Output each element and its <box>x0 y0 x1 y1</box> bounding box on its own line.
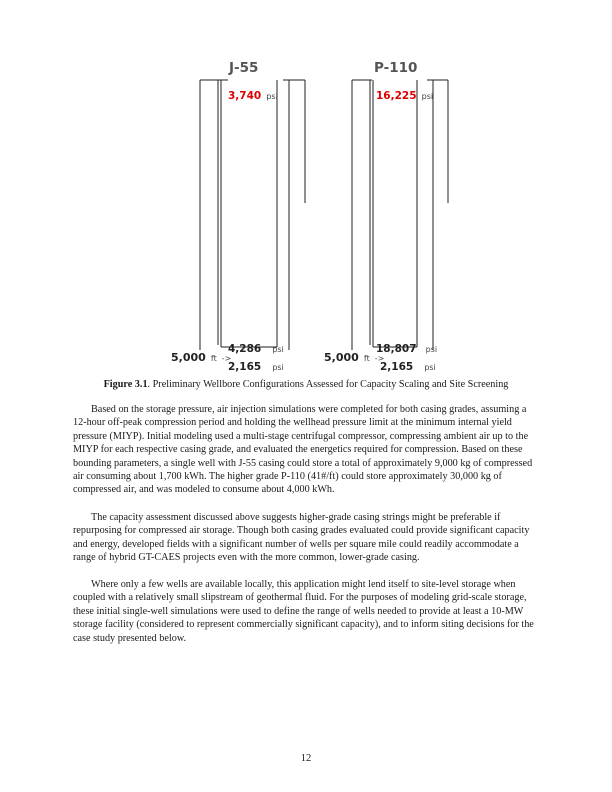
p110-top-pressure <box>376 84 433 103</box>
j55-depth-arrow-icon: -> <box>221 354 232 363</box>
j55-top-pressure <box>228 84 278 103</box>
well-title-p110: P-110 <box>374 60 418 76</box>
p110-bottom-pressure-1-unit: psi <box>425 345 438 354</box>
p110-wellbore <box>352 80 448 350</box>
p110-top-pressure-value: 16,225 <box>376 90 417 102</box>
j55-depth-label <box>171 346 231 365</box>
page-number: 12 <box>300 753 312 764</box>
p110-depth-unit: ft <box>363 354 370 363</box>
j55-depth-unit: ft <box>210 354 217 363</box>
j55-wellbore <box>200 80 305 350</box>
body-paragraph-1: Based on the storage pressure, air injection simulations were completed for both casing grades, assuming a 12-hour off-peak compression period and holding the wellhead pressure limit at the minimum internal yield pressure (MIYP). Initial modeling used a multi-stage centrifugal compressor, compressing ambient air up to the MIYP for each respective casing grade, and evaluated the energetics required for compression. Based on these bounding parameters, a single well with J-55 casing could store a total of approximately 9,000 kg of compressed air consuming about 1,700 kWh. The higher grade P-110 (41#/ft) could store approximately 30,000 kg of compressed air, and was modeled to consume about 4,000 kWh. <box>73 404 533 496</box>
j55-top-pressure-unit: psi <box>266 92 278 101</box>
figure-caption-label: Figure 3.1 <box>103 379 148 390</box>
j55-depth-value: 5,000 <box>171 351 206 364</box>
p110-bottom-pressure-1-value: 18,807 <box>376 343 417 355</box>
j55-bottom-pressure-1-unit: psi <box>272 345 284 354</box>
j55-bottom-pressure-2-unit: psi <box>272 363 284 372</box>
p110-bottom-pressure-2-value: 2,165 <box>380 361 414 373</box>
well-title-j55: J-55 <box>229 60 259 76</box>
figure-caption <box>0 379 612 390</box>
p110-bottom-pressure-2-unit: psi <box>424 363 436 372</box>
p110-depth-arrow-icon: -> <box>374 354 385 363</box>
p110-depth-value: 5,000 <box>324 351 359 364</box>
j55-top-pressure-value: 3,740 <box>228 90 262 102</box>
body-paragraph-3: Where only a few wells are available locally, this application might lend itself to site-level storage when coupled with a relatively small slipstream of geothermal fluid. For the purposes of modeling grid-scale storage, these initial single-well simulations were used to define the range of wells needed to provide at least a 10-MW storage facility (considered to represent commercially significant capacity), and to inform siting decisions for the case study presented below. <box>73 579 534 644</box>
j55-bottom-pressure-1-value: 4,286 <box>228 343 262 355</box>
p110-top-pressure-unit: psi <box>421 92 434 101</box>
j55-bottom-pressure-2-value: 2,165 <box>228 361 262 373</box>
figure-caption-text: . Preliminary Wellbore Configurations Assessed for Capacity Scaling and Site Screening <box>147 379 509 390</box>
p110-depth-label <box>324 346 384 365</box>
p110-bottom-pressure-1 <box>376 337 437 356</box>
j55-bottom-pressure-2 <box>228 355 284 374</box>
j55-bottom-pressure-1 <box>228 337 284 356</box>
body-paragraph-2: The capacity assessment discussed above suggests higher-grade casing strings might be preferable if repurposing for compressed air storage. Though both casing grades evaluated could provide significant capacity and energy, developed fields with a significant number of wells per square mile could readily accommodate a range of hybrid GT-CAES projects even with the more common, lower-grade casing. <box>73 512 530 564</box>
p110-bottom-pressure-2 <box>380 355 436 374</box>
